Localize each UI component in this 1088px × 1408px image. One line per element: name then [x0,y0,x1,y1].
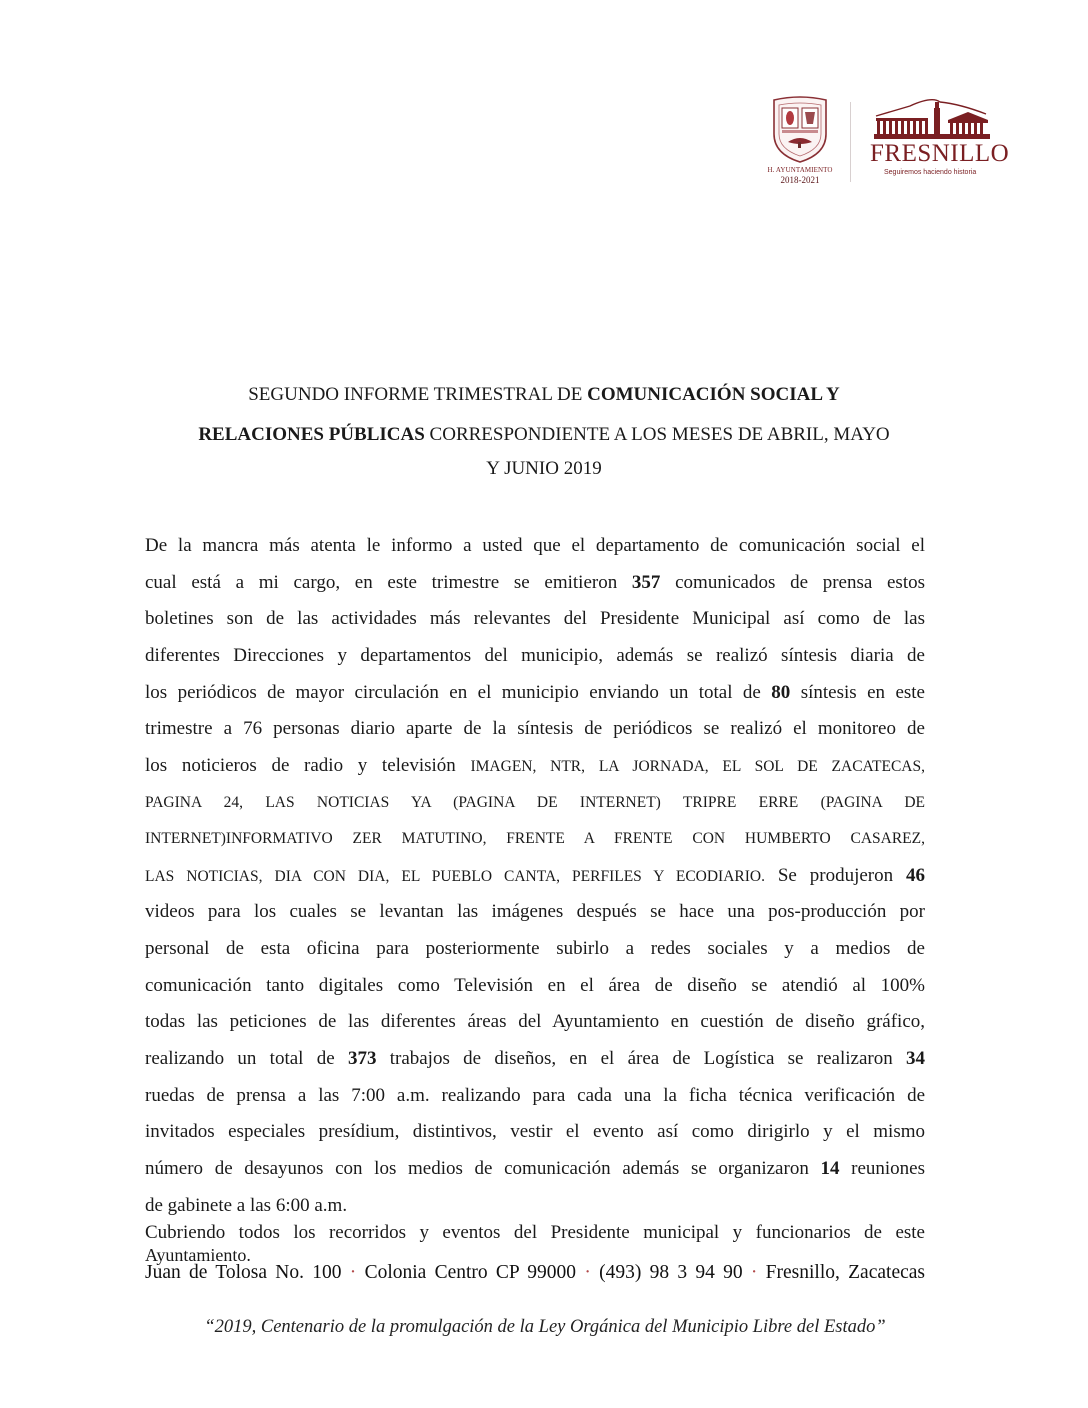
document-title-line-2 [140,425,948,445]
title-regular-text: CORRESPONDIENTE A LOS MESES DE ABRIL, MAYO [424,424,890,445]
address-street: Juan de Tolosa No. 100 [145,1262,342,1283]
body-line [145,1048,925,1070]
body-line: PAGINA 24, LAS NOTICIAS YA (PAGINA DE INTERNET) TRIPRE ERRE (PAGINA DE [145,794,925,811]
separator: · [349,1262,357,1283]
address-colonia: Colonia Centro CP 99000 [364,1262,577,1283]
body-line: diferentes Direcciones y departamentos del municipio, además se realizó síntesis diaria de [145,645,925,666]
text: reuniones [839,1158,926,1179]
header-logos [762,96,1022,192]
document-title-line-1 [140,385,948,405]
media-list-text: IMAGEN, NTR, LA JORNADA, EL SOL DE ZACATECAS, [470,758,925,775]
address-city: Fresnillo, Zacatecas [765,1262,925,1283]
body-line: Cubriendo todos los recorridos y eventos del Presidente municipal y funcionarios de este [145,1222,925,1243]
body-line: todas las peticiones de las diferentes áreas del Ayuntamiento en cuestión de diseño gráfico, [145,1011,925,1032]
body-line: videos para los cuales se levantan las imágenes después se hace una pos-producción por [145,901,925,922]
separator: · [584,1262,591,1283]
synthesis-count: 80 [771,682,791,703]
footer-address [145,1262,925,1284]
logo-divider [850,102,851,182]
title-bold-text: COMUNICACIÓN SOCIAL Y [587,384,840,405]
body-line: de gabinete a las 6:00 a.m. [145,1195,348,1216]
body-line [145,682,925,704]
fresnillo-logo [862,98,1012,184]
body-line: invitados especiales presídium, distintivos, vestir el evento así como dirigirlo y el mismo [145,1121,925,1142]
body-line: Ayuntamiento. [145,1245,251,1265]
text: los noticieros de radio y televisión [145,755,471,776]
footer-motto: “2019, Centenario de la promulgación de la Ley Orgánica del Municipio Libre del Estado” [204,1317,886,1337]
body-line: trimestre a 76 personas diario aparte de la síntesis de periódicos se realizó el monitoreo de [145,718,925,739]
design-jobs-count: 373 [347,1048,377,1069]
municipal-seal [762,96,838,192]
body-line: De la mancra más atenta le informo a usted que el departamento de comunicación social el [145,535,925,556]
text: Se produjeron [764,865,906,886]
press-conferences-count: 34 [906,1048,925,1069]
text: número de desayunos con los medios de comunicación además se organizaron [145,1158,821,1179]
municipal-seal-icon [770,96,830,164]
separator: · [750,1262,758,1283]
media-list-text: LAS NOTICIAS, DIA CON DIA, EL PUEBLO CANTA, PERFILES Y ECODIARIO. [145,868,765,885]
title-regular-text: SEGUNDO INFORME TRIMESTRAL DE [248,384,588,405]
body-line: ruedas de prensa a las 7:00 a.m. realizando para cada una la ficha técnica verificación de [145,1085,925,1106]
body-line: INTERNET)INFORMATIVO ZER MATUTINO, FRENTE A FRENTE CON HUMBERTO CASAREZ, [145,830,925,847]
text: comunicados de prensa estos [660,572,925,593]
title-bold-text: RELACIONES PÚBLICAS [198,424,425,445]
meetings-count: 14 [820,1158,840,1179]
press-releases-count: 357 [631,572,661,593]
body-line: comunicación tanto digitales como Televisión en el área de diseño se atendió al 100% [145,975,925,996]
seal-caption-title: H. AYUNTAMIENTO [767,166,833,174]
body-line [145,865,925,888]
fresnillo-skyline-icon [870,98,994,140]
brand-tagline: Seguiremos haciendo historia [884,169,977,176]
seal-caption-years: 2018-2021 [780,175,820,185]
body-line [145,1158,925,1180]
text: síntesis en este [790,682,925,703]
body-line: boletines son de las actividades más relevantes del Presidente Municipal así como de las [145,608,925,629]
text: realizando un total de [145,1048,348,1069]
body-line [145,755,925,778]
text: trabajos de diseños, en el área de Logística se realizaron [376,1048,906,1069]
text: cual está a mi cargo, en este trimestre se emitieron [145,572,632,593]
address-phone: (493) 98 3 94 90 [599,1262,743,1283]
body-line: personal de esta oficina para posteriormente subirlo a redes sociales y a medios de [145,938,925,959]
text: los periódicos de mayor circulación en el municipio enviando un total de [145,682,772,703]
body-line [145,572,925,594]
videos-count: 46 [906,865,925,886]
brand-name: FRESNILLO [870,140,1010,167]
document-title-line-3: Y JUNIO 2019 [486,458,602,479]
